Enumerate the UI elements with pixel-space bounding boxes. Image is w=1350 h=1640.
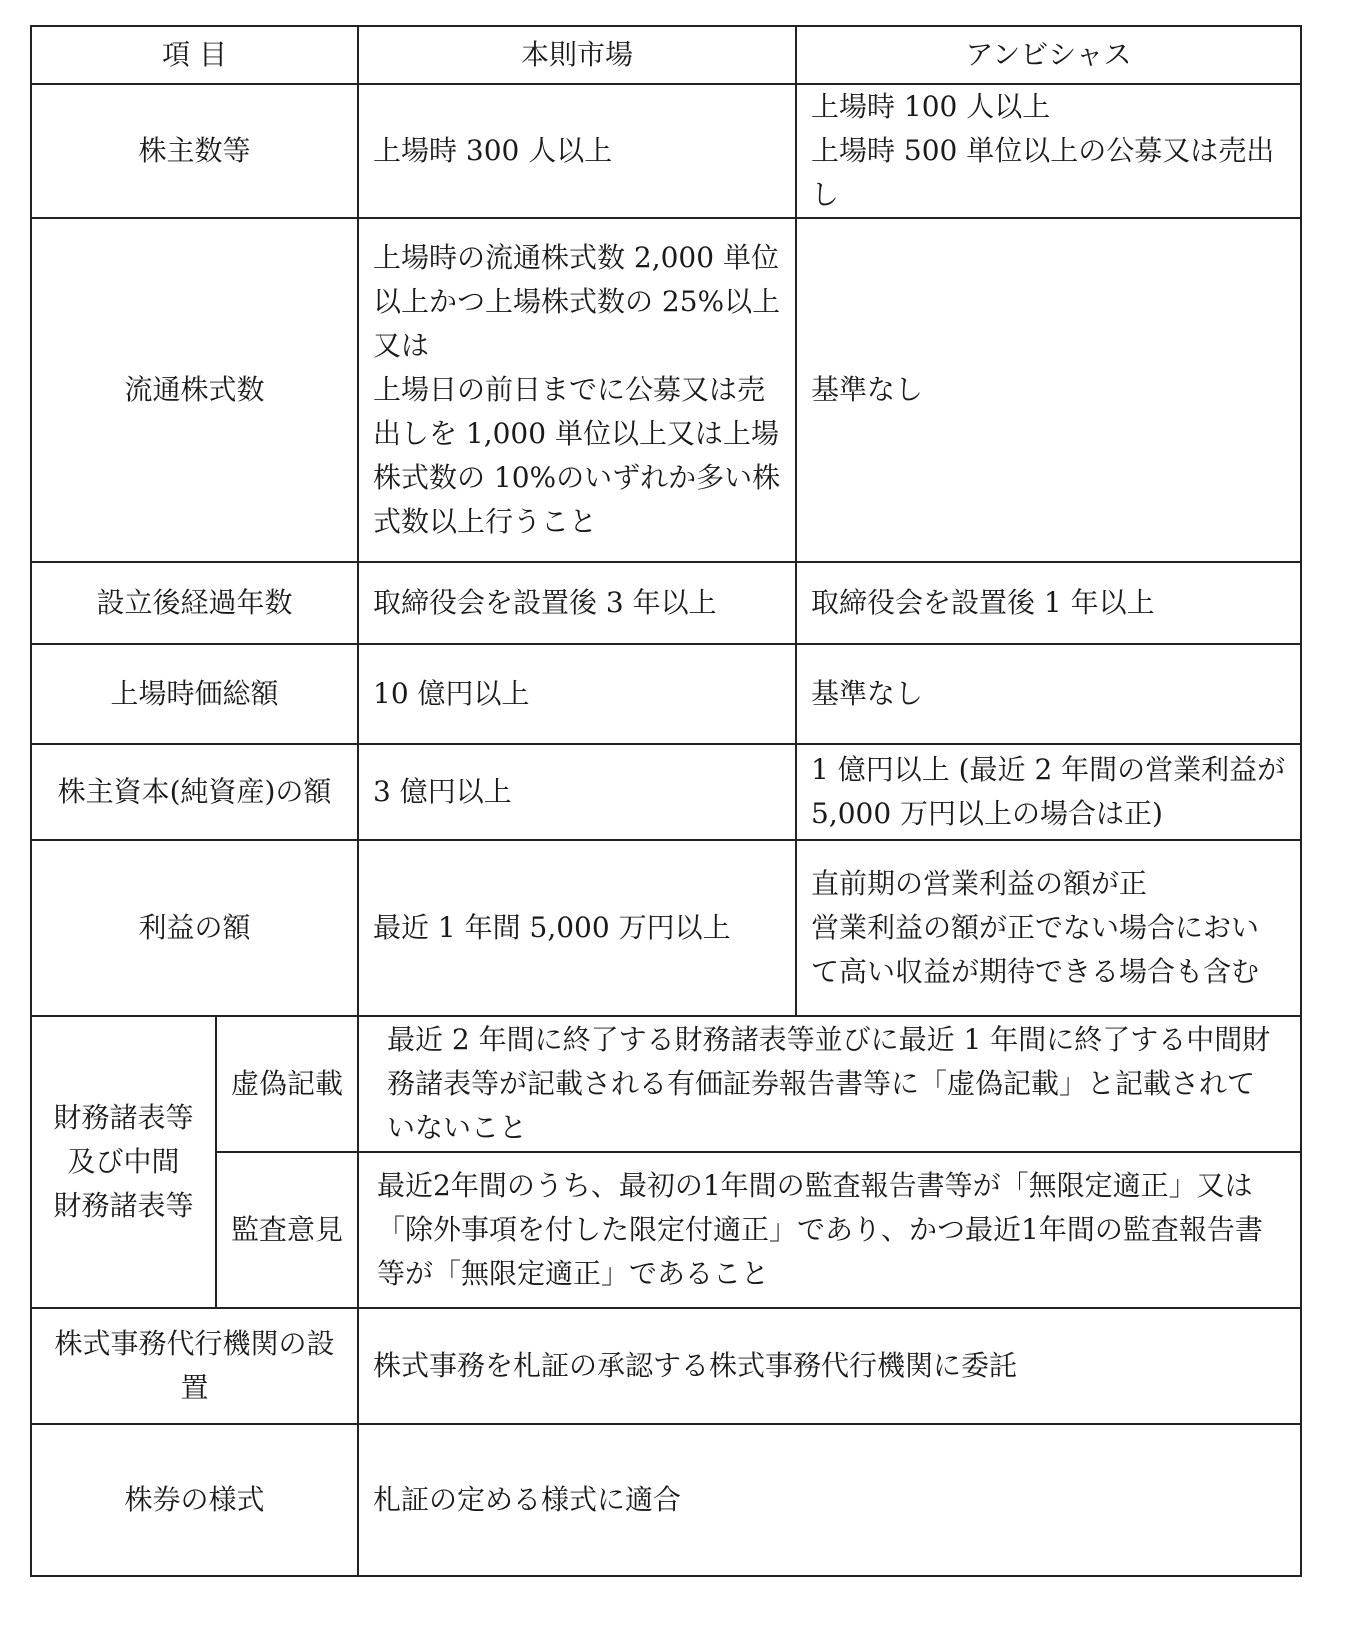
row-audit-opinion xyxy=(31,1152,1301,1308)
label-market-cap: 上場時価総額 xyxy=(31,644,358,744)
text-false-statement: 最近 2 年間に終了する財務諸表等並びに最近 1 年間に終了する中間財務諸表等が記載される有価証券報告書等に「虚偽記載」と記載されていないこと xyxy=(358,1016,1301,1152)
amb-years: 取締役会を設置後 1 年以上 xyxy=(796,562,1301,644)
header-main-market: 本則市場 xyxy=(358,26,796,84)
row-equity xyxy=(31,744,1301,840)
amb-shareholders: 上場時 100 人以上 上場時 500 単位以上の公募又は売出し xyxy=(796,84,1301,218)
amb-float: 基準なし xyxy=(796,218,1301,562)
label-years: 設立後経過年数 xyxy=(31,562,358,644)
main-years: 取締役会を設置後 3 年以上 xyxy=(358,562,796,644)
text-certificate: 札証の定める様式に適合 xyxy=(358,1424,1301,1576)
row-shareholders xyxy=(31,84,1301,218)
label-shareholders: 株主数等 xyxy=(31,84,358,218)
header-ambitious: アンビシャス xyxy=(796,26,1301,84)
row-certificate xyxy=(31,1424,1301,1576)
listing-criteria-table xyxy=(30,25,1302,1577)
label-equity: 株主資本(純資産)の額 xyxy=(31,744,358,840)
label-profit: 利益の額 xyxy=(31,840,358,1016)
label-financial: 財務諸表等 及び中間 財務諸表等 xyxy=(31,1016,216,1308)
label-certificate: 株券の様式 xyxy=(31,1424,358,1576)
row-false-statement xyxy=(31,1016,1301,1152)
main-shareholders: 上場時 300 人以上 xyxy=(358,84,796,218)
row-years xyxy=(31,562,1301,644)
label-float: 流通株式数 xyxy=(31,218,358,562)
label-audit-opinion: 監査意見 xyxy=(216,1152,358,1308)
text-audit-opinion: 最近2年間のうち、最初の1年間の監査報告書等が「無限定適正」又は「除外事項を付した限定付適正」であり、かつ最近1年間の監査報告書等が「無限定適正」であること xyxy=(358,1152,1301,1308)
amb-profit: 直前期の営業利益の額が正 営業利益の額が正でない場合において高い収益が期待できる場合も含む xyxy=(796,840,1301,1016)
row-transfer-agent xyxy=(31,1308,1301,1424)
text-transfer-agent: 株式事務を札証の承認する株式事務代行機関に委託 xyxy=(358,1308,1301,1424)
main-equity: 3 億円以上 xyxy=(358,744,796,840)
row-profit xyxy=(31,840,1301,1016)
main-float: 上場時の流通株式数 2,000 単位以上かつ上場株式数の 25%以上 又は 上場日の前日までに公募又は売出しを 1,000 単位以上又は上場株式数の 10%のいずれか多い株式数以上行うこと xyxy=(358,218,796,562)
row-float xyxy=(31,218,1301,562)
label-false-statement: 虚偽記載 xyxy=(216,1016,358,1152)
header-item: 項 目 xyxy=(31,26,358,84)
amb-market-cap: 基準なし xyxy=(796,644,1301,744)
main-profit: 最近 1 年間 5,000 万円以上 xyxy=(358,840,796,1016)
row-market-cap xyxy=(31,644,1301,744)
label-transfer-agent: 株式事務代行機関の設置 xyxy=(31,1308,358,1424)
header-row xyxy=(31,26,1301,84)
main-market-cap: 10 億円以上 xyxy=(358,644,796,744)
amb-equity: 1 億円以上 (最近 2 年間の営業利益が 5,000 万円以上の場合は正) xyxy=(796,744,1301,840)
